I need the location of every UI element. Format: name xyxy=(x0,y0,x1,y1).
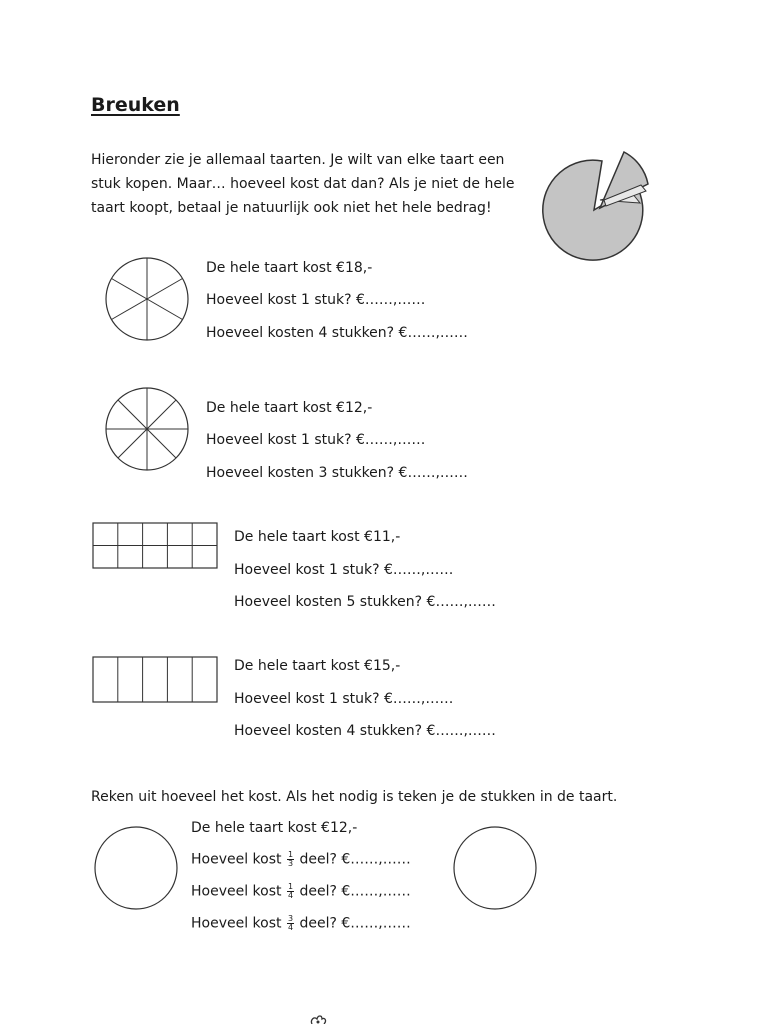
exercise-2-total: De hele taart kost €12,- xyxy=(206,400,373,416)
exercise-4-question-1: Hoeveel kost 1 stuk? €……,…… xyxy=(234,691,454,707)
cake-grid-10-pieces xyxy=(92,522,218,570)
fraction-denominator: 4 xyxy=(287,891,294,900)
pie-slice-icon xyxy=(540,148,658,262)
intro-line: taart koopt, betaal je natuurlijk ook niet het hele bedrag! xyxy=(91,200,492,216)
exercise-1-question-2: Hoeveel kosten 4 stukken? €……,…… xyxy=(206,325,468,341)
fraction-numerator: 1 xyxy=(287,850,294,859)
question-prefix: Hoeveel kost xyxy=(191,915,282,932)
intro-line: Hieronder zie je allemaal taarten. Je wilt van elke taart een xyxy=(91,152,505,168)
fraction-numerator: 3 xyxy=(287,914,294,923)
intro-line: stuk kopen. Maar… hoeveel kost dat dan? Als je niet de hele xyxy=(91,176,515,192)
exercise-3-total: De hele taart kost €11,- xyxy=(234,529,401,545)
fraction xyxy=(287,915,294,932)
fraction xyxy=(287,851,294,868)
exercise-2-question-1: Hoeveel kost 1 stuk? €……,…… xyxy=(206,432,426,448)
question-suffix: deel? €……,…… xyxy=(299,851,411,868)
exercise-4-question-2: Hoeveel kosten 4 stukken? €……,…… xyxy=(234,723,496,739)
exercise-3-question-1: Hoeveel kost 1 stuk? €……,…… xyxy=(234,562,454,578)
fraction xyxy=(287,883,294,900)
page-title: Breuken xyxy=(91,94,180,116)
cake-circle-8-pieces xyxy=(104,386,190,472)
final-question-1 xyxy=(191,851,411,868)
exercise-1-question-1: Hoeveel kost 1 stuk? €……,…… xyxy=(206,292,426,308)
intro-text xyxy=(91,148,514,220)
final-question-2 xyxy=(191,883,411,900)
empty-cake-circle-left xyxy=(93,825,179,911)
question-suffix: deel? €……,…… xyxy=(299,915,411,932)
exercise-3-question-2: Hoeveel kosten 5 stukken? €……,…… xyxy=(234,594,496,610)
question-prefix: Hoeveel kost xyxy=(191,883,282,900)
exercise-1-total: De hele taart kost €18,- xyxy=(206,260,373,276)
final-question-3 xyxy=(191,915,411,932)
cake-circle-6-pieces xyxy=(104,256,190,342)
fraction-denominator: 3 xyxy=(287,859,294,868)
cake-grid-5-pieces xyxy=(92,656,218,704)
final-instruction: Reken uit hoeveel het kost. Als het nodig is teken je de stukken in de taart. xyxy=(91,789,618,805)
fraction-numerator: 1 xyxy=(287,882,294,891)
exercise-4-total: De hele taart kost €15,- xyxy=(234,658,401,674)
flower-doodle-icon xyxy=(306,1012,330,1024)
empty-cake-circle-right xyxy=(452,825,538,911)
fraction-denominator: 4 xyxy=(287,923,294,932)
exercise-2-question-2: Hoeveel kosten 3 stukken? €……,…… xyxy=(206,465,468,481)
final-total: De hele taart kost €12,- xyxy=(191,820,358,836)
question-suffix: deel? €……,…… xyxy=(299,883,411,900)
question-prefix: Hoeveel kost xyxy=(191,851,282,868)
